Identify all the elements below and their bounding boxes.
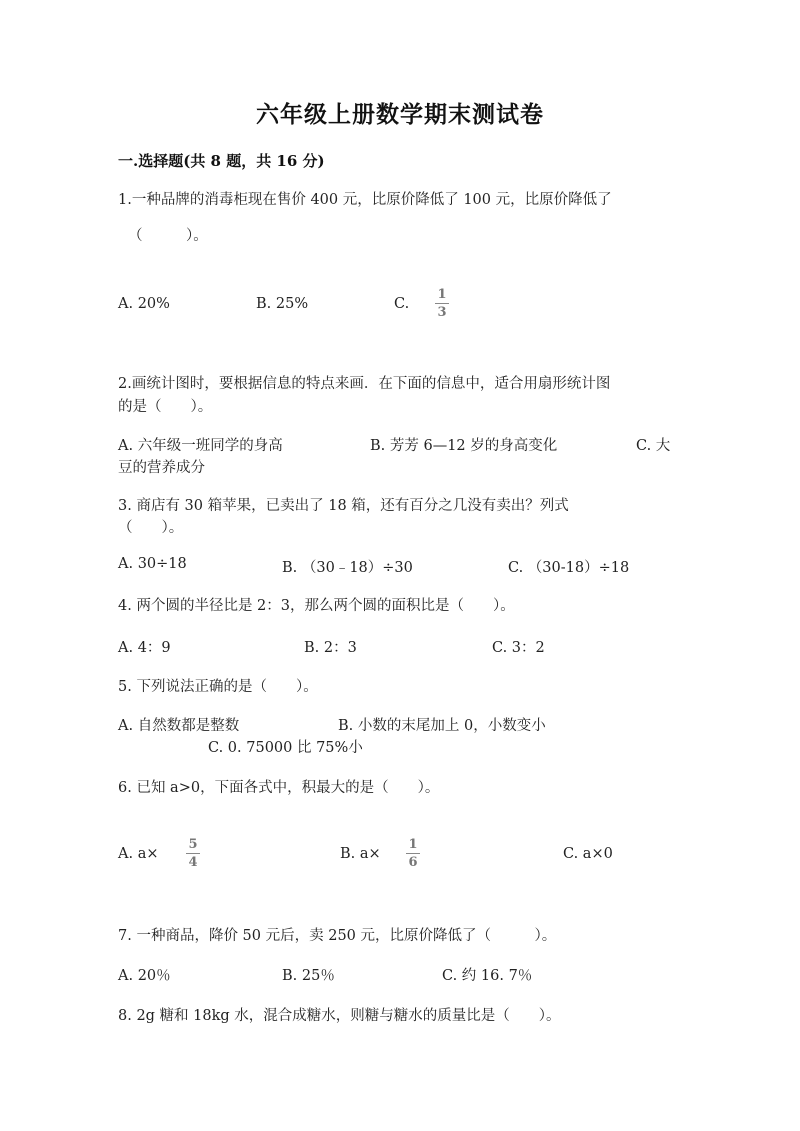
question-8-stem: 8. 2g 糖和 18kg 水，混合成糖水，则糖与糖水的质量比是（ ）。 <box>118 1008 561 1024</box>
question-5-option-b: B. 小数的末尾加上 0，小数变小 <box>338 718 546 734</box>
question-7-stem: 7. 一种商品，降价 50 元后，卖 250 元，比原价降低了（ ）。 <box>118 928 557 944</box>
question-3-option-a: A. 30÷18 <box>118 556 187 572</box>
question-5-option-c: C. 0. 75000 比 75%小 <box>208 740 363 756</box>
fraction-denominator: 6 <box>408 855 418 871</box>
question-6-stem: 6. 已知 a>0，下面各式中，积最大的是（ ）。 <box>118 780 440 796</box>
question-5-option-a: A. 自然数都是整数 <box>118 718 240 734</box>
question-2-option-c: C. 大 <box>636 438 671 454</box>
section-heading: 一.选择题(共 8 题，共 16 分) <box>118 152 325 170</box>
question-2-option-a: A. 六年级一班同学的身高 <box>118 438 283 454</box>
question-1-option-b: B. 25% <box>256 296 309 312</box>
question-1-stem: 1.一种品牌的消毒柜现在售价 400 元，比原价降低了 100 元，比原价降低了 <box>118 192 612 208</box>
question-1-option-c: C. <box>394 296 410 312</box>
question-1-blank: （ ）。 <box>128 228 208 244</box>
fraction-numerator: 1 <box>408 837 418 852</box>
question-6-option-c: C. a×0 <box>563 846 613 862</box>
fraction-denominator: 4 <box>188 855 198 871</box>
fraction-bar <box>435 303 449 304</box>
question-6-option-b: B. a× <box>340 846 381 862</box>
question-3-option-c: C. （30-18）÷18 <box>508 560 630 576</box>
question-3-stem-line-1: 3. 商店有 30 箱苹果，已卖出了 18 箱，还有百分之几没有卖出？列式 <box>118 498 569 514</box>
question-6-option-a: A. a× <box>118 846 159 862</box>
fraction-denominator: 3 <box>437 305 447 321</box>
question-2-stem-line-1: 2.画统计图时，要根据信息的特点来画．在下面的信息中，适合用扇形统计图 <box>118 376 611 392</box>
question-6-option-b-fraction <box>406 838 420 869</box>
question-3-stem-line-2: （ ）。 <box>118 520 184 536</box>
question-6-option-a-fraction <box>186 838 200 869</box>
question-2-option-c-continued: 豆的营养成分 <box>118 460 205 476</box>
question-7-option-a: A. 20％ <box>118 968 171 984</box>
question-4-stem: 4. 两个圆的半径比是 2：3，那么两个圆的面积比是（ ）。 <box>118 598 515 614</box>
question-5-stem: 5. 下列说法正确的是（ ）。 <box>118 679 318 695</box>
page-title: 六年级上册数学期末测试卷 <box>256 101 544 128</box>
question-7-option-c: C. 约 16. 7％ <box>442 968 533 984</box>
question-4-option-b: B. 2：3 <box>304 640 357 656</box>
fraction-bar <box>186 853 200 854</box>
question-2-stem-line-2: 的是（ ）。 <box>118 399 213 415</box>
fraction-numerator: 1 <box>437 287 447 302</box>
fraction-bar <box>406 853 420 854</box>
question-4-option-a: A. 4：9 <box>118 640 171 656</box>
fraction-numerator: 5 <box>188 837 198 852</box>
question-7-option-b: B. 25％ <box>282 968 335 984</box>
question-1-option-a: A. 20% <box>118 296 170 312</box>
question-1-option-c-fraction <box>435 288 449 319</box>
question-4-option-c: C. 3：2 <box>492 640 545 656</box>
question-2-option-b: B. 芳芳 6—12 岁的身高变化 <box>370 438 558 454</box>
question-3-option-b: B. （30﹣18）÷30 <box>282 560 413 576</box>
